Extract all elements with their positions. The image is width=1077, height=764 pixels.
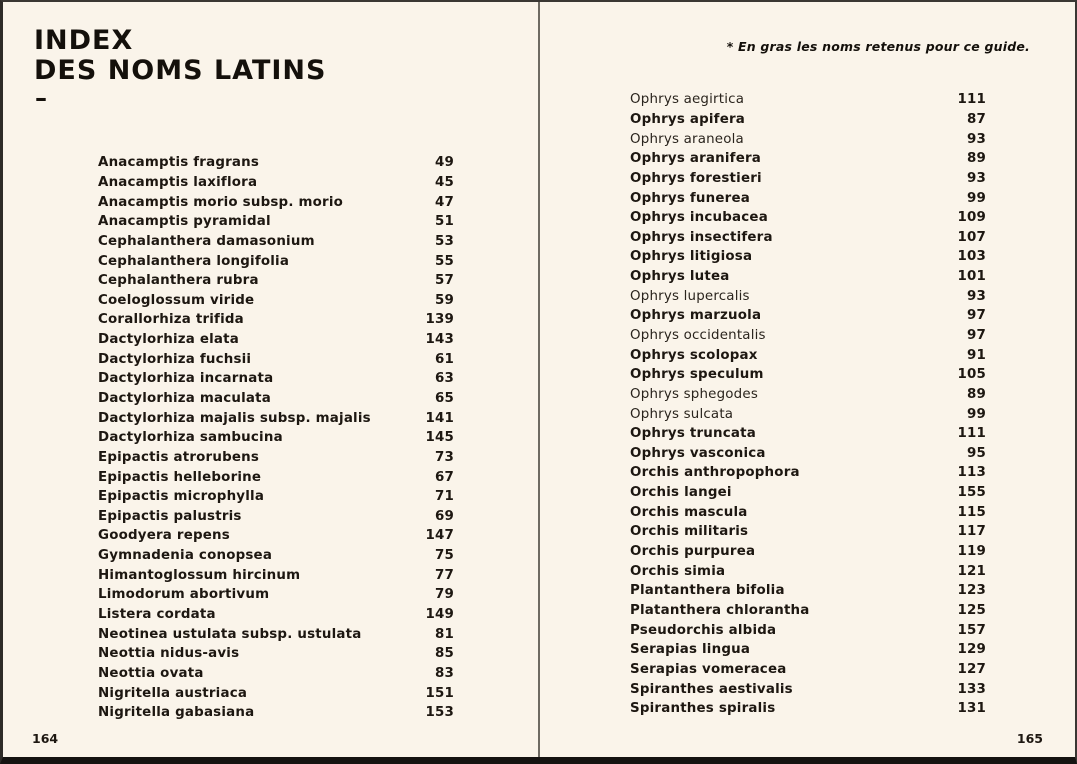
entry-name: Goodyera repens	[98, 528, 230, 544]
entry-page-number: 99	[966, 190, 986, 206]
index-entry-row	[630, 404, 986, 424]
entry-page-number: 69	[434, 508, 454, 524]
entry-page-number: 121	[957, 563, 986, 579]
index-entry-row	[630, 542, 986, 562]
entry-page-number: 109	[957, 210, 986, 226]
index-entry-row	[630, 149, 986, 169]
entry-page-number: 85	[434, 646, 454, 662]
entry-page-number: 101	[957, 269, 986, 285]
index-entry-row	[630, 90, 986, 110]
entry-page-number: 153	[425, 705, 454, 721]
entry-page-number: 149	[425, 607, 454, 623]
index-entry-row	[630, 424, 986, 444]
entry-name: Coeloglossum viride	[98, 292, 255, 308]
index-entry-row	[98, 173, 454, 193]
entry-name: Epipactis palustris	[98, 508, 242, 524]
entry-page-number: 91	[966, 347, 986, 363]
bold-names-note: * En gras les noms retenus pour ce guide.	[726, 39, 1030, 54]
entry-page-number: 81	[434, 626, 454, 642]
index-entry-row	[98, 408, 454, 428]
entry-page-number: 89	[966, 151, 986, 167]
entry-name: Epipactis atrorubens	[98, 449, 260, 465]
entry-name: Cephalanthera rubra	[98, 273, 259, 289]
entry-page-number: 99	[966, 406, 986, 422]
entry-name: Anacamptis morio subsp. morio	[98, 194, 344, 210]
entry-page-number: 111	[957, 426, 986, 442]
entry-page-number: 59	[434, 292, 454, 308]
entry-name: Ophrys aegirtica	[630, 92, 745, 108]
entry-name: Ophrys lutea	[630, 269, 730, 285]
entry-name: Ophrys truncata	[630, 426, 756, 442]
entry-page-number: 65	[434, 391, 454, 406]
entry-name: Ophrys incubacea	[630, 210, 768, 226]
index-entry-row	[630, 601, 986, 621]
entry-name: Pseudorchis albida	[630, 622, 777, 638]
entry-page-number: 119	[957, 544, 986, 560]
latin-names-list-left	[98, 153, 454, 723]
entry-page-number: 97	[966, 328, 986, 343]
entry-page-number: 71	[434, 489, 454, 505]
index-entry-row	[98, 251, 454, 271]
index-entry-row	[630, 640, 986, 660]
entry-page-number: 53	[434, 233, 454, 249]
entry-name: Ophrys lupercalis	[630, 288, 750, 304]
index-entry-row	[630, 247, 986, 267]
latin-names-list-right	[630, 90, 986, 719]
index-entry-row	[98, 448, 454, 468]
index-entry-row	[98, 369, 454, 389]
entry-name: Ophrys insectifera	[630, 229, 773, 245]
entry-name: Listera cordata	[98, 607, 216, 623]
entry-name: Dactylorhiza majalis subsp. majalis	[98, 410, 371, 426]
index-entry-row	[98, 546, 454, 566]
entry-name: Orchis langei	[630, 485, 732, 501]
entry-page-number: 145	[425, 430, 454, 446]
index-entry-row	[630, 699, 986, 719]
entry-page-number: 129	[957, 642, 986, 658]
index-entry-row	[98, 290, 454, 310]
entry-page-number: 93	[966, 131, 986, 147]
entry-page-number: 151	[425, 685, 454, 701]
entry-name: Corallorhiza trifida	[98, 312, 244, 328]
entry-page-number: 77	[434, 567, 454, 583]
entry-name: Ophrys forestieri	[630, 170, 762, 186]
index-entry-row	[630, 208, 986, 228]
entry-page-number: 131	[957, 701, 986, 717]
entry-page-number: 49	[434, 155, 454, 171]
entry-name: Ophrys vasconica	[630, 445, 766, 461]
entry-name: Ophrys occidentalis	[630, 328, 766, 343]
index-entry-row	[98, 212, 454, 232]
entry-page-number: 103	[957, 249, 986, 265]
entry-page-number: 47	[434, 194, 454, 210]
index-entry-row	[630, 227, 986, 247]
index-entry-row	[630, 522, 986, 542]
page-folio-right: 165	[1016, 731, 1043, 746]
index-entry-row	[98, 428, 454, 448]
entry-page-number: 45	[434, 174, 454, 190]
index-entry-row	[98, 271, 454, 291]
entry-name: Spiranthes spiralis	[630, 701, 776, 717]
page-folio-left: 164	[32, 731, 59, 746]
index-entry-row	[630, 326, 986, 346]
entry-page-number: 111	[957, 92, 986, 108]
index-entry-row	[98, 585, 454, 605]
index-title-line2: DES NOMS LATINS	[34, 55, 327, 86]
index-entry-row	[630, 267, 986, 287]
entry-name: Nigritella gabasiana	[98, 705, 255, 721]
index-entry-row	[630, 660, 986, 680]
entry-name: Plantanthera bifolia	[630, 583, 785, 599]
entry-name: Epipactis microphylla	[98, 489, 265, 505]
entry-name: Ophrys speculum	[630, 367, 764, 383]
entry-name: Orchis anthropophora	[630, 465, 800, 481]
index-entry-row	[98, 683, 454, 703]
entry-page-number: 143	[425, 332, 454, 348]
entry-name: Gymnadenia conopsea	[98, 548, 273, 564]
entry-name: Ophrys araneola	[630, 131, 744, 147]
entry-name: Himantoglossum hircinum	[98, 567, 301, 583]
entry-name: Dactylorhiza maculata	[98, 391, 271, 406]
entry-name: Ophrys sphegodes	[630, 386, 758, 402]
entry-page-number: 73	[434, 449, 454, 465]
entry-page-number: 147	[425, 528, 454, 544]
index-entry-row	[98, 565, 454, 585]
entry-page-number: 123	[957, 583, 986, 599]
entry-page-number: 87	[966, 111, 986, 127]
index-entry-row	[630, 129, 986, 149]
index-entry-row	[630, 502, 986, 522]
index-entry-row	[630, 620, 986, 640]
entry-page-number: 113	[957, 465, 986, 481]
index-title	[34, 26, 326, 86]
entry-name: Limodorum abortivum	[98, 587, 270, 603]
index-entry-row	[630, 679, 986, 699]
entry-name: Serapias lingua	[630, 642, 751, 658]
entry-name: Neottia ovata	[98, 665, 204, 681]
entry-page-number: 57	[434, 273, 454, 289]
entry-page-number: 83	[434, 665, 454, 681]
index-entry-row	[630, 286, 986, 306]
entry-name: Dactylorhiza fuchsii	[98, 351, 252, 367]
entry-name: Ophrys marzuola	[630, 308, 762, 324]
index-entry-row	[98, 507, 454, 527]
index-entry-row	[98, 467, 454, 487]
entry-page-number: 139	[425, 312, 454, 328]
entry-name: Neotinea ustulata subsp. ustulata	[98, 626, 362, 642]
index-entry-row	[630, 385, 986, 405]
entry-name: Ophrys litigiosa	[630, 249, 753, 265]
index-entry-row	[98, 644, 454, 664]
index-entry-row	[98, 526, 454, 546]
index-entry-row	[98, 349, 454, 369]
entry-name: Nigritella austriaca	[98, 685, 248, 701]
index-entry-row	[98, 232, 454, 252]
entry-name: Ophrys funerea	[630, 190, 750, 206]
index-entry-row	[98, 330, 454, 350]
entry-page-number: 55	[434, 253, 454, 269]
entry-name: Ophrys apifera	[630, 111, 746, 127]
index-entry-row	[630, 169, 986, 189]
index-entry-row	[630, 561, 986, 581]
entry-name: Serapias vomeracea	[630, 661, 787, 677]
entry-name: Anacamptis fragrans	[98, 155, 260, 171]
entry-page-number: 89	[966, 386, 986, 402]
index-entry-row	[630, 444, 986, 464]
entry-name: Anacamptis pyramidal	[98, 214, 271, 230]
entry-name: Ophrys scolopax	[630, 347, 758, 363]
index-entry-row	[98, 605, 454, 625]
entry-name: Dactylorhiza elata	[98, 332, 239, 348]
index-entry-row	[98, 664, 454, 684]
index-entry-row	[98, 153, 454, 173]
entry-page-number: 75	[434, 548, 454, 564]
entry-page-number: 63	[434, 371, 454, 387]
entry-name: Dactylorhiza sambucina	[98, 430, 283, 446]
entry-page-number: 93	[966, 288, 986, 304]
entry-page-number: 117	[957, 524, 986, 540]
entry-name: Cephalanthera longifolia	[98, 253, 290, 269]
entry-name: Orchis mascula	[630, 504, 748, 520]
entry-page-number: 127	[957, 661, 986, 677]
index-entry-row	[98, 703, 454, 723]
page-gutter-line	[538, 2, 540, 757]
entry-name: Orchis militaris	[630, 524, 749, 540]
index-entry-row	[98, 487, 454, 507]
entry-name: Ophrys aranifera	[630, 151, 762, 167]
entry-page-number: 133	[957, 681, 986, 697]
index-entry-row	[630, 581, 986, 601]
entry-name: Anacamptis laxiflora	[98, 174, 258, 190]
entry-page-number: 155	[957, 485, 986, 501]
entry-page-number: 93	[966, 170, 986, 186]
entry-name: Ophrys sulcata	[630, 406, 734, 422]
entry-name: Dactylorhiza incarnata	[98, 371, 274, 387]
index-entry-row	[630, 110, 986, 130]
entry-page-number: 95	[966, 445, 986, 461]
entry-page-number: 141	[425, 410, 454, 426]
entry-name: Neottia nidus-avis	[98, 646, 240, 662]
entry-name: Platanthera chlorantha	[630, 602, 810, 618]
entry-name: Orchis purpurea	[630, 544, 756, 560]
index-entry-row	[98, 310, 454, 330]
index-entry-row	[98, 624, 454, 644]
entry-page-number: 79	[434, 587, 454, 603]
entry-page-number: 107	[957, 229, 986, 245]
index-entry-row	[630, 463, 986, 483]
index-entry-row	[630, 365, 986, 385]
entry-name: Epipactis helleborine	[98, 469, 262, 485]
entry-page-number: 105	[957, 367, 986, 383]
index-entry-row	[630, 306, 986, 326]
entry-page-number: 157	[957, 622, 986, 638]
entry-name: Spiranthes aestivalis	[630, 681, 793, 697]
index-entry-row	[630, 483, 986, 503]
entry-page-number: 51	[434, 214, 454, 230]
index-title-line1: INDEX	[34, 25, 134, 56]
title-dash: –	[35, 84, 47, 112]
entry-page-number: 67	[434, 469, 454, 485]
index-entry-row	[630, 188, 986, 208]
entry-page-number: 115	[957, 504, 986, 520]
entry-page-number: 61	[434, 351, 454, 367]
index-entry-row	[98, 389, 454, 409]
entry-page-number: 97	[966, 308, 986, 324]
entry-name: Orchis simia	[630, 563, 726, 579]
entry-page-number: 125	[957, 602, 986, 618]
index-entry-row	[630, 345, 986, 365]
index-entry-row	[98, 192, 454, 212]
entry-name: Cephalanthera damasonium	[98, 233, 315, 249]
